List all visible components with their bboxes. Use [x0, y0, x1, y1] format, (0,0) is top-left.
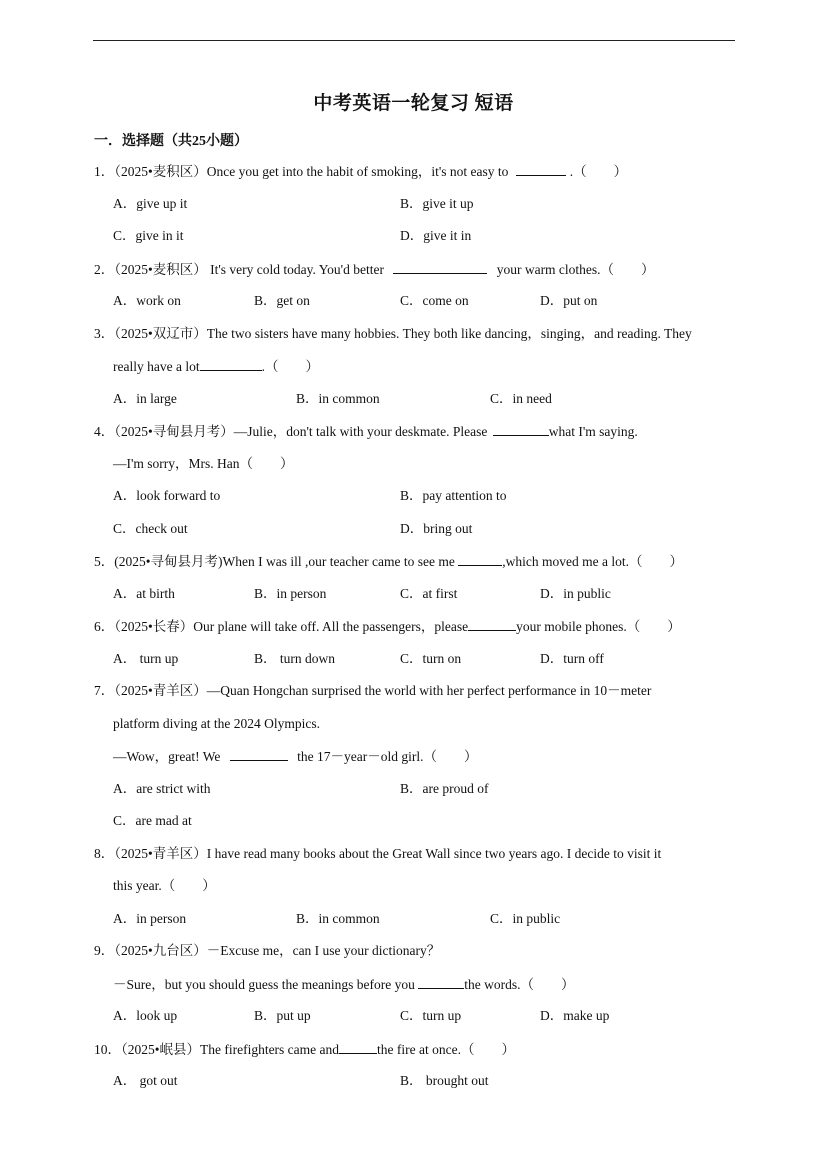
option-a: A． turn up — [113, 651, 179, 666]
option-c: C．are mad at — [113, 813, 192, 828]
option-b: B．in person — [254, 586, 327, 601]
option-c: C．in need — [490, 391, 552, 406]
option-b: B．put up — [254, 1008, 311, 1023]
option-d: D．in public — [540, 586, 611, 601]
option-c: C．in public — [490, 911, 561, 926]
answer-blank — [339, 1040, 377, 1054]
question-1 — [94, 162, 627, 181]
question-text: 10．（2025•岷县）The firefighters came and — [94, 1042, 340, 1057]
option-d: D．make up — [540, 1008, 610, 1023]
question-6 — [94, 617, 681, 636]
option-b: B．are proud of — [400, 781, 489, 796]
question-text-tail: your mobile phones.（ ） — [516, 619, 681, 634]
header-rule — [93, 40, 735, 41]
option-a: A．in person — [113, 911, 187, 926]
question-8-line-2: this year.（ ） — [113, 878, 216, 893]
option-b: B．give it up — [400, 196, 474, 211]
option-a: A．look up — [113, 1008, 178, 1023]
question-text: 1．（2025•麦积区）Once you get into the habit of smoking，it's not easy to — [94, 164, 509, 179]
question-3 — [94, 325, 692, 343]
page-title: 中考英语一轮复习 短语 — [313, 93, 514, 114]
question-text: 8．（2025•青羊区）I have read many books about the Great Wall since two years ago. I decide to visit it — [94, 846, 662, 861]
option-a: A．work on — [113, 293, 181, 308]
question-3-line-2 — [113, 357, 319, 376]
option-b: B．in common — [296, 911, 380, 926]
question-8 — [94, 845, 661, 863]
answer-blank — [230, 747, 288, 761]
option-b: B．in common — [296, 391, 380, 406]
question-text: 9．（2025•九台区）－Excuse me，can I use your dictionary？ — [94, 943, 441, 958]
question-text-tail: your warm clothes.（ ） — [496, 262, 655, 277]
option-c: C．turn on — [400, 651, 462, 666]
answer-blank — [458, 552, 502, 566]
answer-blank — [393, 260, 487, 274]
option-c: C．at first — [400, 586, 458, 601]
question-2 — [94, 260, 655, 279]
question-text-tail: .（ ） — [261, 359, 319, 374]
option-b: B． turn down — [254, 651, 335, 666]
question-text: 6．（2025•长春）Our plane will take off. All the passengers，please — [94, 619, 469, 634]
question-text-tail: the words.（ ） — [464, 977, 575, 992]
option-d: D．bring out — [400, 521, 473, 536]
question-5 — [94, 552, 683, 571]
question-4 — [94, 422, 638, 441]
option-d: D．put on — [540, 293, 598, 308]
question-text: 2．（2025•麦积区） It's very cold today. You'd better — [94, 262, 384, 277]
option-a: A．are strict with — [113, 781, 211, 796]
answer-blank — [493, 422, 549, 436]
option-c: C．check out — [113, 521, 188, 536]
option-b: B．pay attention to — [400, 488, 507, 503]
option-b: B．get on — [254, 293, 310, 308]
question-10 — [94, 1040, 515, 1059]
answer-blank — [200, 357, 262, 371]
question-text: 7．（2025•青羊区）—Quan Hongchan surprised the world with her perfect performance in 10－meter — [94, 683, 652, 698]
option-c: C．give in it — [113, 228, 184, 243]
question-7-line-3 — [113, 747, 478, 766]
question-4-line-2: —I'm sorry，Mrs. Han（ ） — [113, 456, 294, 471]
answer-blank — [468, 617, 516, 631]
option-a: A．in large — [113, 391, 177, 406]
question-9 — [94, 942, 440, 960]
answer-blank — [418, 975, 464, 989]
section-heading: 一．选择题（共25小题） — [94, 134, 248, 149]
question-7 — [94, 682, 651, 700]
question-text: 4．（2025•寻甸县月考）—Julie，don't talk with your deskmate. Please — [94, 424, 488, 439]
option-a: A．give up it — [113, 196, 188, 211]
option-d: D．turn off — [540, 651, 604, 666]
question-text-tail: what I'm saying. — [548, 424, 638, 439]
option-c: C．come on — [400, 293, 469, 308]
option-c: C．turn up — [400, 1008, 462, 1023]
option-a: A． got out — [113, 1073, 178, 1088]
question-text: really have a lot — [113, 359, 200, 374]
question-7-line-2: platform diving at the 2024 Olympics. — [113, 716, 320, 731]
question-text: —Wow，great! We — [113, 749, 221, 764]
option-d: D．give it in — [400, 228, 472, 243]
question-text-tail: .（ ） — [569, 164, 628, 179]
question-text: －Sure，but you should guess the meanings before you — [113, 977, 415, 992]
question-9-line-2 — [113, 975, 574, 994]
answer-blank — [516, 162, 566, 176]
question-text-tail: the 17－year－old girl.（ ） — [297, 749, 478, 764]
question-text-tail: the fire at once.（ ） — [377, 1042, 515, 1057]
option-a: A．at birth — [113, 586, 175, 601]
option-b: B． brought out — [400, 1073, 489, 1088]
question-text-tail: ,which moved me a lot.（ ） — [502, 554, 683, 569]
question-text: 5．(2025•寻甸县月考)When I was ill ,our teacher came to see me — [94, 554, 455, 569]
question-text: 3．（2025•双辽市）The two sisters have many hobbies. They both like dancing，singing，and reading. They — [94, 326, 692, 341]
option-a: A．look forward to — [113, 488, 221, 503]
